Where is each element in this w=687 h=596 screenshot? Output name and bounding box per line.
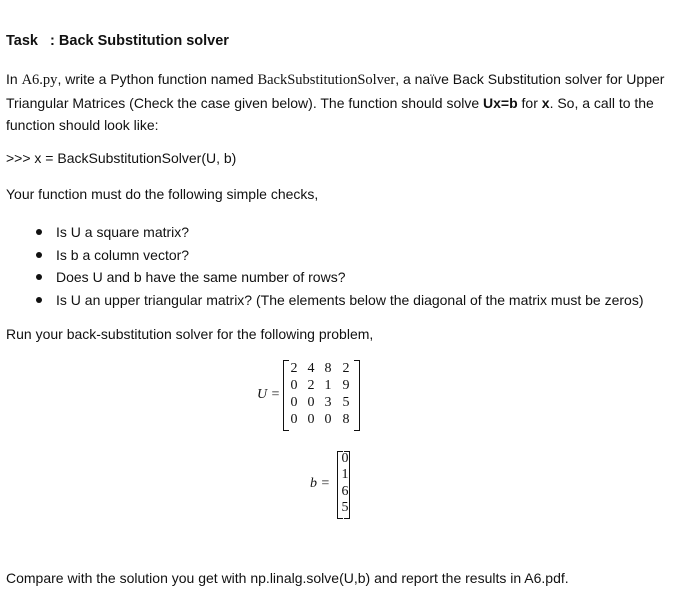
compare-text: Compare with the solution you get with np.linalg.solve(U,b) and report the results in A6.pdf. (6, 570, 569, 586)
task-title: Task : Back Substitution solver (6, 33, 229, 49)
matrix-cell: 3 (324, 395, 332, 410)
check-text: Does U and b have the same number of rows? (56, 269, 346, 285)
matrix-cell: 2 (290, 361, 298, 376)
intro-text-4: for (517, 94, 542, 111)
intro-paragraph (6, 68, 676, 137)
matrix-cell: 0 (290, 395, 298, 410)
list-item (0, 244, 680, 267)
bullet-icon (36, 274, 42, 280)
list-item (0, 289, 680, 312)
matrix-cell: 2 (307, 378, 315, 393)
intro-filename: A6.py (21, 72, 58, 88)
vector-b-label: b = (310, 476, 330, 491)
matrix-cell: 0 (290, 412, 298, 427)
vector-cell: 6 (341, 484, 349, 499)
bullet-icon (36, 252, 42, 258)
matrix-cell: 0 (324, 412, 332, 427)
matrix-cell: 2 (342, 361, 350, 376)
matrix-cell: 1 (324, 378, 332, 393)
bullet-icon (36, 297, 42, 303)
check-text: Is U a square matrix? (56, 224, 190, 240)
intro-text-2: , write a Python function named (57, 71, 258, 87)
intro-text-1: In (6, 71, 22, 87)
checks-intro: Your function must do the following simple checks, (6, 186, 319, 202)
intro-equation: Ux=b (483, 94, 518, 111)
matrix-cell: 8 (324, 361, 332, 376)
matrix-cell: 9 (342, 378, 350, 393)
run-text: Run your back-substitution solver for the following problem, (6, 326, 374, 342)
matrix-cell: 8 (342, 412, 350, 427)
intro-variable: x (541, 94, 550, 111)
matrix-u-right-bracket (354, 360, 360, 431)
intro-function-name: BackSubstitutionSolver (257, 72, 396, 88)
bullet-icon (36, 229, 42, 235)
vector-cell: 5 (341, 500, 349, 515)
matrix-cell: 0 (307, 412, 315, 427)
vector-cell: 1 (341, 467, 349, 482)
matrix-cell: 4 (307, 361, 315, 376)
vector-cell: 0 (341, 451, 349, 466)
check-text: Is b a column vector? (56, 246, 190, 263)
list-item (0, 266, 680, 289)
checks-list (0, 221, 680, 311)
intro-text-5: . So, a call to the function should look like: (6, 94, 654, 133)
matrix-cell: 5 (342, 395, 350, 410)
matrix-cell: 0 (290, 378, 298, 393)
check-text: Is U an upper triangular matrix? (The elements below the diagonal of the matrix must be zeros) (56, 291, 644, 308)
matrix-u-label: U = (257, 387, 281, 402)
list-item (0, 221, 680, 244)
intro-text-3: , a naïve Back Substitution solver for Upper Triangular Matrices (Check the case given below). The function should solve (6, 71, 665, 111)
matrix-cell: 0 (307, 395, 315, 410)
call-example: >>> x = BackSubstitutionSolver(U, b) (6, 150, 237, 166)
